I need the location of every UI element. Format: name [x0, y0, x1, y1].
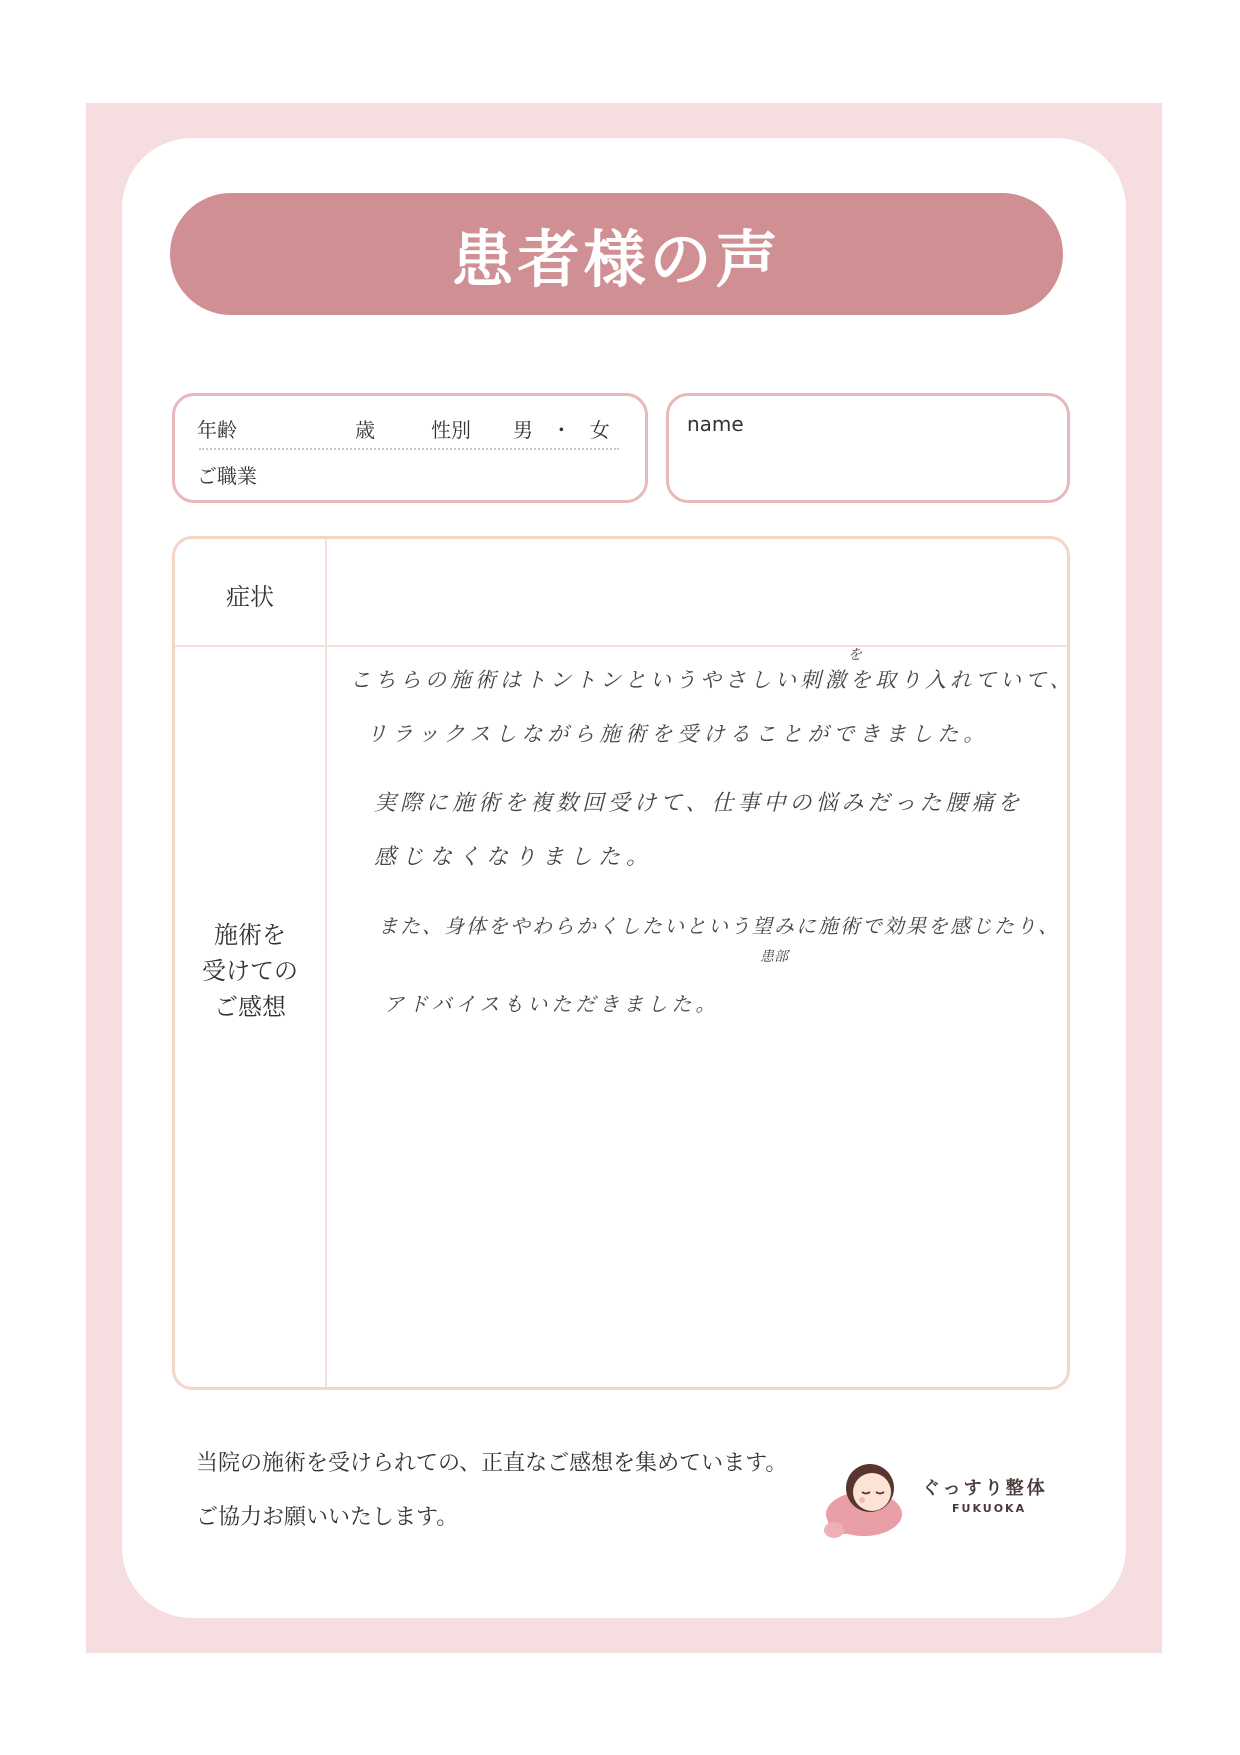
impression-label: 施術を 受けての ご感想	[202, 921, 298, 1021]
gender-label: 性別	[431, 418, 471, 442]
handwritten-line-3: 実際に施術を複数回受けて、仕事中の悩みだった腰痛を	[374, 791, 1024, 816]
name-label: name	[687, 412, 744, 436]
title-banner	[170, 193, 1063, 315]
name-box	[666, 393, 1070, 503]
brand-location: FUKUOKA	[952, 1502, 1027, 1515]
handwritten-insertion-mark: を	[848, 647, 862, 663]
sleeping-baby-logo-icon	[818, 1456, 918, 1542]
brand-name: ぐっすり整体	[922, 1478, 1048, 1499]
handwritten-line-5: また、身体をやわらかくしたいという望みに施術で効果を感じたり、	[378, 914, 1060, 938]
symptom-label: 症状	[226, 583, 274, 611]
row-divider	[175, 645, 1067, 647]
occupation-label: ご職業	[197, 464, 257, 488]
age-unit: 歳	[355, 418, 375, 442]
handwritten-line-1: こちらの施術はトントンというやさしい刺激を取り入れていて、	[350, 668, 1075, 692]
age-label: 年齢	[197, 418, 237, 442]
dotted-divider	[199, 448, 619, 450]
handwritten-line-6: アドバイスもいただきました。	[384, 992, 720, 1016]
handwritten-line-4: 感じなくなりました。	[374, 845, 655, 870]
profile-box	[172, 393, 648, 503]
column-divider	[325, 539, 327, 1387]
gender-options: 男 ・ 女	[513, 418, 616, 442]
footer-request: ご協力お願いいたします。	[196, 1505, 459, 1530]
handwritten-line-2: リラックスしながら施術を受けることができました。	[366, 722, 990, 746]
footer-message: 当院の施術を受けられての、正直なご感想を集めています。	[196, 1451, 788, 1476]
handwritten-insertion-note: 患部	[760, 949, 788, 965]
page-title: 患者様の声	[451, 222, 782, 296]
